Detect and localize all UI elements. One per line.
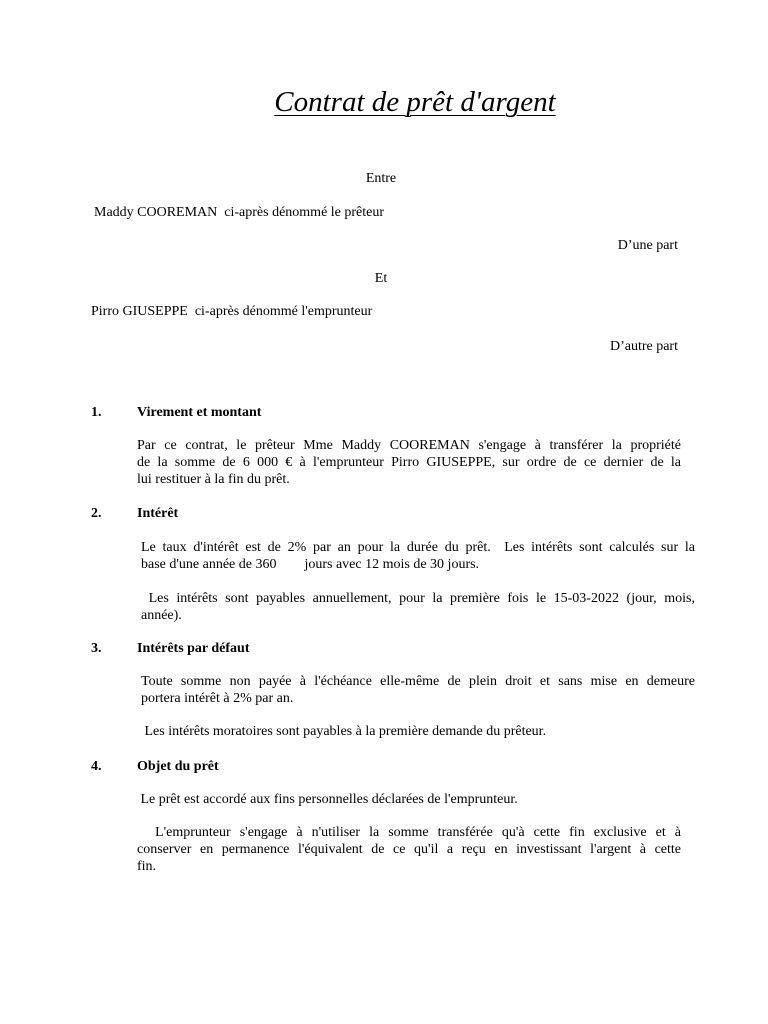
section-paragraph <box>141 673 695 707</box>
section-paragraph <box>137 437 681 488</box>
paragraph-line: de la somme de 6 000 € à l'emprunteur Pirro GIUSEPPE, sur ordre de ce dernier de la <box>137 455 681 470</box>
section-number: 2. <box>91 506 102 521</box>
section-number: 4. <box>91 759 102 774</box>
paragraph-line: Les intérêts sont payables annuellement, pour la première fois le 15-03-2022 (jour, mois, <box>141 591 695 606</box>
paragraph-line: Par ce contrat, le prêteur Mme Maddy COOREMAN s'engage à transférer la propriété <box>137 438 681 453</box>
section-title: Intérêts par défaut <box>137 641 250 656</box>
section-paragraph <box>137 824 681 875</box>
section-title: Intérêt <box>137 506 179 521</box>
borrower-line: Pirro GIUSEPPE ci-après dénommé l'emprunteur <box>91 304 373 319</box>
and-label: Et <box>374 271 388 286</box>
paragraph-line: Les intérêts moratoires sont payables à la première demande du prêteur. <box>141 724 547 739</box>
between-label: Entre <box>365 171 397 186</box>
paragraph-line: Le taux d'intérêt est de 2% par an pour la durée du prêt. Les intérêts sont calculés sur la <box>141 540 695 555</box>
section-number: 3. <box>91 641 102 656</box>
section-paragraph <box>141 590 695 624</box>
paragraph-line: lui restituer à la fin du prêt. <box>137 472 290 487</box>
paragraph-line: Le prêt est accordé aux fins personnelles déclarées de l'emprunteur. <box>137 792 518 807</box>
paragraph-line: L'emprunteur s'engage à n'utiliser la somme transférée qu'à cette fin exclusive et à <box>137 825 681 840</box>
paragraph-line: base d'une année de 360 jours avec 12 mois de 30 jours. <box>141 557 480 572</box>
section-number: 1. <box>91 405 102 420</box>
paragraph-line: portera intérêt à 2% par an. <box>141 691 294 706</box>
section-title: Objet du prêt <box>137 759 219 774</box>
lender-line: Maddy COOREMAN ci-après dénommé le prêteur <box>94 205 385 220</box>
section-title: Virement et montant <box>137 405 262 420</box>
paragraph-line: Toute somme non payée à l'échéance elle-même de plein droit et sans mise en demeure <box>141 674 695 689</box>
paragraph-line: conserver en permanence l'équivalent de ce qu'il a reçu en investissant l'argent à cette <box>137 842 681 857</box>
section-paragraph <box>137 791 695 808</box>
section-paragraph <box>141 723 695 740</box>
other-part-label: D’autre part <box>609 339 678 354</box>
one-part-label: D’une part <box>617 238 678 253</box>
section-paragraph <box>141 539 695 573</box>
paragraph-line: année). <box>141 608 182 623</box>
paragraph-line: fin. <box>137 859 157 874</box>
document-title: Contrat de prêt d'argent <box>274 86 556 118</box>
